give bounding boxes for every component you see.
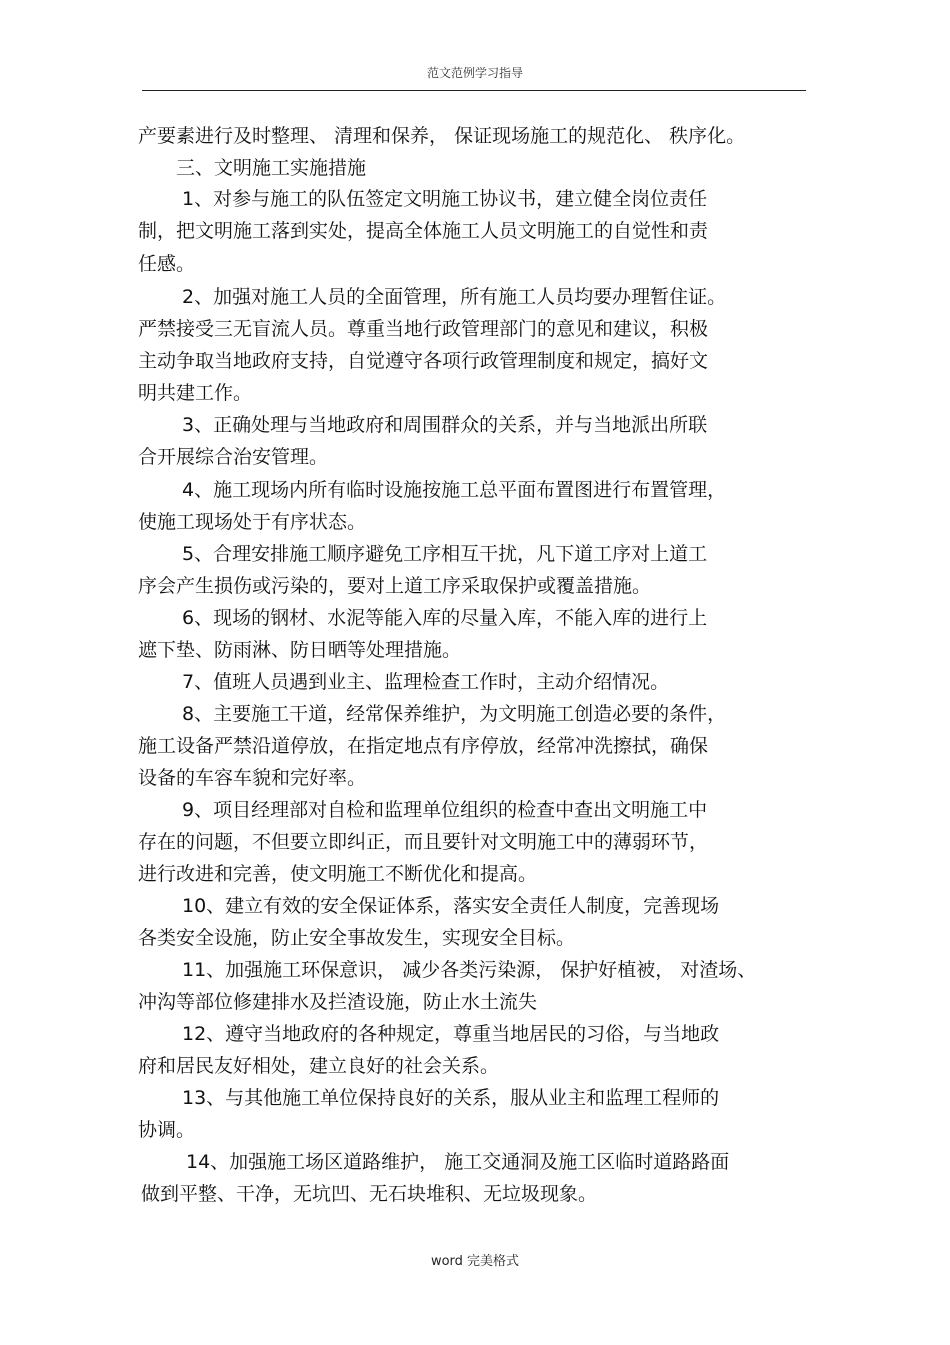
text-line: 10、建立有效的安全保证体系，落实安全责任人制度，完善现场: [182, 895, 720, 917]
text-line: 遮下垫、防雨淋、防日晒等处理措施。: [138, 639, 462, 661]
text-line: 产要素进行及时整理、 清理和保养， 保证现场施工的规范化、 秩序化。: [138, 125, 746, 147]
text-line: 6、现场的钢材、水泥等能入库的尽量入库，不能入库的进行上: [182, 607, 708, 629]
text-line: 9、项目经理部对自检和监理单位组织的检查中查出文明施工中: [182, 799, 708, 821]
text-line: 明共建工作。: [138, 382, 253, 404]
section-heading: 三、文明施工实施措施: [176, 157, 367, 179]
text-line: 存在的问题，不但要立即纠正，而且要针对文明施工中的薄弱环节，: [138, 831, 709, 853]
text-line: 1、对参与施工的队伍签定文明施工协议书，建立健全岗位责任: [182, 188, 708, 210]
text-line: 制，把文明施工落到实处，提高全体施工人员文明施工的自觉性和责: [138, 220, 709, 242]
text-line: 做到平整、干净，无坑凹、无石块堆积、无垃圾现象。: [141, 1183, 598, 1205]
text-line: 严禁接受三无盲流人员。尊重当地行政管理部门的意见和建议，积极: [138, 318, 709, 340]
text-line: 使施工现场处于有序状态。: [138, 511, 367, 533]
text-line: 3、正确处理与当地政府和周围群众的关系，并与当地派出所联: [182, 414, 708, 436]
header-divider: [142, 90, 806, 91]
text-line: 任感。: [138, 253, 196, 275]
text-line: 11、加强施工环保意识， 减少各类污染源， 保护好植被， 对渣场、: [182, 959, 757, 981]
text-line: 施工设备严禁沿道停放，在指定地点有序停放，经常冲洗擦拭，确保: [138, 735, 709, 757]
page-footer: word 完美格式: [430, 1254, 520, 1269]
text-line: 5、合理安排施工顺序避免工序相互干扰，凡下道工序对上道工: [182, 543, 708, 565]
text-line: 合开展综合治安管理。: [138, 446, 329, 468]
text-line: 进行改进和完善，使文明施工不断优化和提高。: [138, 863, 538, 885]
text-line: 设备的车容车貌和完好率。: [138, 767, 367, 789]
text-line: 协调。: [138, 1119, 196, 1141]
text-line: 8、主要施工干道，经常保养维护，为文明施工创造必要的条件，: [182, 703, 727, 725]
text-line: 12、遵守当地政府的各种规定，尊重当地居民的习俗，与当地政: [182, 1023, 720, 1045]
page-header: 范文范例学习指导: [426, 66, 523, 80]
text-line: 府和居民友好相处，建立良好的社会关系。: [138, 1055, 500, 1077]
text-line: 14、加强施工场区道路维护， 施工交通洞及施工区临时道路路面: [186, 1151, 730, 1173]
text-line: 各类安全设施，防止安全事故发生，实现安全目标。: [138, 927, 576, 949]
text-line: 冲沟等部位修建排水及拦渣设施，防止水土流失: [138, 991, 538, 1013]
text-line: 4、施工现场内所有临时设施按施工总平面布置图进行布置管理，: [182, 479, 727, 501]
text-line: 2、加强对施工人员的全面管理，所有施工人员均要办理暂住证。: [182, 286, 727, 308]
text-line: 7、值班人员遇到业主、监理检查工作时，主动介绍情况。: [182, 671, 670, 693]
text-line: 主动争取当地政府支持，自觉遵守各项行政管理制度和规定，搞好文: [138, 350, 709, 372]
text-line: 序会产生损伤或污染的，要对上道工序采取保护或覆盖措施。: [138, 575, 652, 597]
text-line: 13、与其他施工单位保持良好的关系，服从业主和监理工程师的: [182, 1087, 720, 1109]
